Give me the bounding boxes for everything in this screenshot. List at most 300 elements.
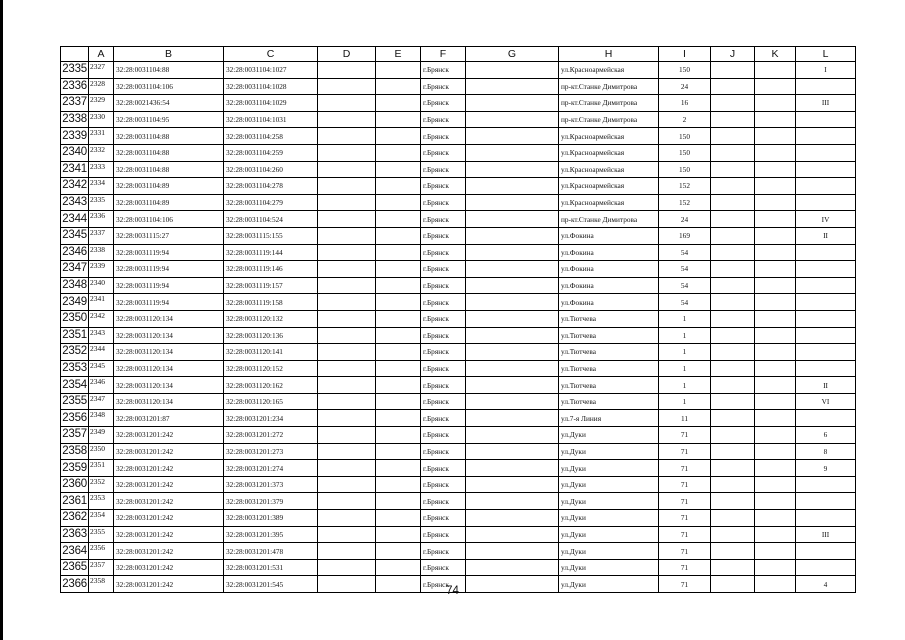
cell-col-l[interactable] (796, 144, 856, 161)
cell-col-b[interactable]: 32:28:0031104:88 (114, 161, 224, 178)
cell-col-j[interactable] (711, 211, 755, 228)
cell-col-l[interactable] (796, 161, 856, 178)
row-number-cell[interactable]: 2345 (61, 227, 89, 244)
cell-col-l[interactable] (796, 310, 856, 327)
cell-col-g[interactable] (466, 460, 559, 477)
cell-col-l[interactable]: 4 (796, 576, 856, 593)
cell-col-a[interactable]: 2357 (89, 559, 114, 576)
cell-col-f[interactable]: г.Брянск (421, 460, 466, 477)
column-header-e[interactable]: E (376, 47, 421, 62)
cell-col-c[interactable]: 32:28:0031104:1029 (224, 95, 318, 112)
cell-col-h[interactable]: пр-кт.Станке Димитрова (559, 211, 659, 228)
cell-col-b[interactable]: 32:28:0031104:95 (114, 111, 224, 128)
cell-col-j[interactable] (711, 427, 755, 444)
corner-header-cell[interactable] (61, 47, 89, 62)
cell-col-k[interactable] (755, 128, 796, 145)
cell-col-a[interactable]: 2327 (89, 62, 114, 79)
row-number-cell[interactable]: 2354 (61, 377, 89, 394)
cell-col-d[interactable] (318, 393, 376, 410)
cell-col-d[interactable] (318, 277, 376, 294)
cell-col-f[interactable]: г.Брянск (421, 294, 466, 311)
cell-col-c[interactable]: 32:28:0031201:273 (224, 443, 318, 460)
cell-col-k[interactable] (755, 360, 796, 377)
cell-col-j[interactable] (711, 227, 755, 244)
cell-col-c[interactable]: 32:28:0031104:524 (224, 211, 318, 228)
cell-col-a[interactable]: 2346 (89, 377, 114, 394)
cell-col-j[interactable] (711, 294, 755, 311)
row-number-cell[interactable]: 2340 (61, 144, 89, 161)
cell-col-j[interactable] (711, 161, 755, 178)
cell-col-g[interactable] (466, 261, 559, 278)
cell-col-a[interactable]: 2358 (89, 576, 114, 593)
cell-col-i[interactable]: 54 (659, 294, 711, 311)
cell-col-f[interactable]: г.Брянск (421, 344, 466, 361)
cell-col-k[interactable] (755, 460, 796, 477)
column-header-f[interactable]: F (421, 47, 466, 62)
cell-col-f[interactable]: г.Брянск (421, 111, 466, 128)
cell-col-e[interactable] (376, 128, 421, 145)
cell-col-l[interactable] (796, 78, 856, 95)
row-number-cell[interactable]: 2348 (61, 277, 89, 294)
cell-col-f[interactable]: г.Брянск (421, 211, 466, 228)
cell-col-b[interactable]: 32:28:0031120:134 (114, 327, 224, 344)
cell-col-d[interactable] (318, 377, 376, 394)
cell-col-l[interactable]: 9 (796, 460, 856, 477)
cell-col-h[interactable]: ул.Красноармейская (559, 194, 659, 211)
cell-col-b[interactable]: 32:28:0031201:87 (114, 410, 224, 427)
cell-col-f[interactable]: г.Брянск (421, 510, 466, 527)
cell-col-h[interactable]: пр-кт.Станке Димитрова (559, 78, 659, 95)
cell-col-e[interactable] (376, 161, 421, 178)
cell-col-b[interactable]: 32:28:0031201:242 (114, 526, 224, 543)
cell-col-i[interactable]: 150 (659, 144, 711, 161)
row-number-cell[interactable]: 2343 (61, 194, 89, 211)
cell-col-f[interactable]: г.Брянск (421, 161, 466, 178)
cell-col-g[interactable] (466, 294, 559, 311)
cell-col-h[interactable]: ул.Тютчева (559, 344, 659, 361)
cell-col-l[interactable]: III (796, 526, 856, 543)
cell-col-g[interactable] (466, 510, 559, 527)
cell-col-f[interactable]: г.Брянск (421, 227, 466, 244)
cell-col-k[interactable] (755, 161, 796, 178)
cell-col-k[interactable] (755, 543, 796, 560)
cell-col-j[interactable] (711, 510, 755, 527)
cell-col-c[interactable]: 32:28:0031120:136 (224, 327, 318, 344)
cell-col-d[interactable] (318, 128, 376, 145)
cell-col-b[interactable]: 32:28:0031104:106 (114, 78, 224, 95)
cell-col-l[interactable] (796, 277, 856, 294)
cell-col-l[interactable]: II (796, 227, 856, 244)
cell-col-k[interactable] (755, 443, 796, 460)
cell-col-i[interactable]: 169 (659, 227, 711, 244)
cell-col-l[interactable]: III (796, 95, 856, 112)
cell-col-i[interactable]: 150 (659, 161, 711, 178)
cell-col-b[interactable]: 32:28:0031120:134 (114, 310, 224, 327)
cell-col-j[interactable] (711, 144, 755, 161)
cell-col-l[interactable] (796, 111, 856, 128)
cell-col-j[interactable] (711, 111, 755, 128)
cell-col-j[interactable] (711, 78, 755, 95)
row-number-cell[interactable]: 2339 (61, 128, 89, 145)
cell-col-a[interactable]: 2349 (89, 427, 114, 444)
cell-col-h[interactable]: ул.Дуки (559, 510, 659, 527)
cell-col-k[interactable] (755, 244, 796, 261)
cell-col-k[interactable] (755, 327, 796, 344)
cell-col-h[interactable]: ул.Красноармейская (559, 178, 659, 195)
column-header-c[interactable]: C (224, 47, 318, 62)
cell-col-i[interactable]: 71 (659, 460, 711, 477)
cell-col-k[interactable] (755, 261, 796, 278)
cell-col-g[interactable] (466, 144, 559, 161)
cell-col-j[interactable] (711, 277, 755, 294)
cell-col-d[interactable] (318, 211, 376, 228)
cell-col-h[interactable]: ул.Фокина (559, 227, 659, 244)
cell-col-g[interactable] (466, 277, 559, 294)
row-number-cell[interactable]: 2364 (61, 543, 89, 560)
cell-col-e[interactable] (376, 261, 421, 278)
column-header-h[interactable]: H (559, 47, 659, 62)
cell-col-d[interactable] (318, 227, 376, 244)
row-number-cell[interactable]: 2355 (61, 393, 89, 410)
cell-col-i[interactable]: 150 (659, 62, 711, 79)
cell-col-i[interactable]: 71 (659, 543, 711, 560)
cell-col-k[interactable] (755, 294, 796, 311)
cell-col-a[interactable]: 2344 (89, 344, 114, 361)
cell-col-i[interactable]: 150 (659, 128, 711, 145)
cell-col-d[interactable] (318, 194, 376, 211)
cell-col-e[interactable] (376, 277, 421, 294)
cell-col-e[interactable] (376, 410, 421, 427)
cell-col-a[interactable]: 2352 (89, 476, 114, 493)
cell-col-k[interactable] (755, 211, 796, 228)
cell-col-c[interactable]: 32:28:0031115:155 (224, 227, 318, 244)
cell-col-e[interactable] (376, 78, 421, 95)
cell-col-i[interactable]: 1 (659, 393, 711, 410)
cell-col-c[interactable]: 32:28:0031201:478 (224, 543, 318, 560)
cell-col-h[interactable]: ул.Дуки (559, 427, 659, 444)
cell-col-h[interactable]: ул.Дуки (559, 476, 659, 493)
cell-col-a[interactable]: 2347 (89, 393, 114, 410)
cell-col-h[interactable]: ул.Красноармейская (559, 62, 659, 79)
cell-col-d[interactable] (318, 410, 376, 427)
cell-col-c[interactable]: 32:28:0031104:258 (224, 128, 318, 145)
cell-col-k[interactable] (755, 393, 796, 410)
cell-col-e[interactable] (376, 377, 421, 394)
row-number-cell[interactable]: 2361 (61, 493, 89, 510)
row-number-cell[interactable]: 2342 (61, 178, 89, 195)
cell-col-k[interactable] (755, 277, 796, 294)
cell-col-f[interactable]: г.Брянск (421, 443, 466, 460)
cell-col-d[interactable] (318, 476, 376, 493)
cell-col-g[interactable] (466, 111, 559, 128)
cell-col-g[interactable] (466, 194, 559, 211)
cell-col-c[interactable]: 32:28:0031104:260 (224, 161, 318, 178)
column-header-l[interactable]: L (796, 47, 856, 62)
cell-col-l[interactable] (796, 360, 856, 377)
cell-col-f[interactable]: г.Брянск (421, 393, 466, 410)
cell-col-j[interactable] (711, 310, 755, 327)
cell-col-l[interactable] (796, 410, 856, 427)
cell-col-f[interactable]: г.Брянск (421, 244, 466, 261)
cell-col-l[interactable]: 6 (796, 427, 856, 444)
cell-col-e[interactable] (376, 327, 421, 344)
row-number-cell[interactable]: 2349 (61, 294, 89, 311)
cell-col-j[interactable] (711, 393, 755, 410)
cell-col-j[interactable] (711, 443, 755, 460)
cell-col-a[interactable]: 2334 (89, 178, 114, 195)
cell-col-h[interactable]: ул.Дуки (559, 526, 659, 543)
cell-col-d[interactable] (318, 261, 376, 278)
cell-col-l[interactable] (796, 493, 856, 510)
cell-col-c[interactable]: 32:28:0031120:162 (224, 377, 318, 394)
cell-col-k[interactable] (755, 62, 796, 79)
cell-col-l[interactable] (796, 327, 856, 344)
cell-col-a[interactable]: 2338 (89, 244, 114, 261)
cell-col-a[interactable]: 2341 (89, 294, 114, 311)
cell-col-e[interactable] (376, 211, 421, 228)
cell-col-g[interactable] (466, 310, 559, 327)
cell-col-e[interactable] (376, 476, 421, 493)
row-number-cell[interactable]: 2337 (61, 95, 89, 112)
cell-col-l[interactable] (796, 261, 856, 278)
cell-col-d[interactable] (318, 344, 376, 361)
cell-col-i[interactable]: 54 (659, 244, 711, 261)
cell-col-b[interactable]: 32:28:0031119:94 (114, 277, 224, 294)
cell-col-i[interactable]: 71 (659, 493, 711, 510)
cell-col-f[interactable]: г.Брянск (421, 559, 466, 576)
cell-col-i[interactable]: 54 (659, 277, 711, 294)
cell-col-c[interactable]: 32:28:0031104:1031 (224, 111, 318, 128)
cell-col-e[interactable] (376, 111, 421, 128)
cell-col-b[interactable]: 32:28:0031119:94 (114, 261, 224, 278)
cell-col-l[interactable] (796, 476, 856, 493)
cell-col-k[interactable] (755, 427, 796, 444)
cell-col-g[interactable] (466, 427, 559, 444)
cell-col-j[interactable] (711, 261, 755, 278)
cell-col-b[interactable]: 32:28:0031104:88 (114, 144, 224, 161)
cell-col-i[interactable]: 71 (659, 476, 711, 493)
cell-col-k[interactable] (755, 559, 796, 576)
row-number-cell[interactable]: 2344 (61, 211, 89, 228)
cell-col-g[interactable] (466, 244, 559, 261)
row-number-cell[interactable]: 2360 (61, 476, 89, 493)
cell-col-e[interactable] (376, 526, 421, 543)
cell-col-b[interactable]: 32:28:0031201:242 (114, 576, 224, 593)
cell-col-g[interactable] (466, 95, 559, 112)
cell-col-i[interactable]: 11 (659, 410, 711, 427)
cell-col-d[interactable] (318, 327, 376, 344)
cell-col-e[interactable] (376, 344, 421, 361)
cell-col-j[interactable] (711, 62, 755, 79)
cell-col-h[interactable]: ул.Тютчева (559, 310, 659, 327)
cell-col-k[interactable] (755, 377, 796, 394)
cell-col-a[interactable]: 2356 (89, 543, 114, 560)
cell-col-g[interactable] (466, 227, 559, 244)
cell-col-e[interactable] (376, 360, 421, 377)
cell-col-f[interactable]: г.Брянск (421, 178, 466, 195)
cell-col-g[interactable] (466, 161, 559, 178)
cell-col-a[interactable]: 2329 (89, 95, 114, 112)
cell-col-g[interactable] (466, 211, 559, 228)
cell-col-c[interactable]: 32:28:0031201:389 (224, 510, 318, 527)
cell-col-b[interactable]: 32:28:0031201:242 (114, 559, 224, 576)
cell-col-i[interactable]: 24 (659, 211, 711, 228)
cell-col-a[interactable]: 2337 (89, 227, 114, 244)
cell-col-b[interactable]: 32:28:0031104:89 (114, 178, 224, 195)
cell-col-g[interactable] (466, 410, 559, 427)
cell-col-e[interactable] (376, 244, 421, 261)
cell-col-l[interactable] (796, 510, 856, 527)
cell-col-g[interactable] (466, 393, 559, 410)
cell-col-b[interactable]: 32:28:0031201:242 (114, 543, 224, 560)
cell-col-g[interactable] (466, 327, 559, 344)
cell-col-e[interactable] (376, 543, 421, 560)
cell-col-f[interactable]: г.Брянск (421, 526, 466, 543)
cell-col-c[interactable]: 32:28:0031201:234 (224, 410, 318, 427)
cell-col-i[interactable]: 1 (659, 360, 711, 377)
cell-col-h[interactable]: ул.Дуки (559, 443, 659, 460)
cell-col-b[interactable]: 32:28:0031201:242 (114, 476, 224, 493)
cell-col-k[interactable] (755, 344, 796, 361)
cell-col-e[interactable] (376, 194, 421, 211)
cell-col-f[interactable]: г.Брянск (421, 144, 466, 161)
cell-col-h[interactable]: ул.Дуки (559, 576, 659, 593)
column-header-j[interactable]: J (711, 47, 755, 62)
cell-col-j[interactable] (711, 460, 755, 477)
cell-col-f[interactable]: г.Брянск (421, 327, 466, 344)
cell-col-h[interactable]: пр-кт.Станке Димитрова (559, 111, 659, 128)
cell-col-a[interactable]: 2343 (89, 327, 114, 344)
cell-col-j[interactable] (711, 476, 755, 493)
cell-col-c[interactable]: 32:28:0031104:278 (224, 178, 318, 195)
cell-col-f[interactable]: г.Брянск (421, 310, 466, 327)
cell-col-e[interactable] (376, 393, 421, 410)
cell-col-e[interactable] (376, 460, 421, 477)
cell-col-f[interactable]: г.Брянск (421, 261, 466, 278)
cell-col-e[interactable] (376, 144, 421, 161)
cell-col-a[interactable]: 2332 (89, 144, 114, 161)
row-number-cell[interactable]: 2357 (61, 427, 89, 444)
cell-col-b[interactable]: 32:28:0031201:242 (114, 493, 224, 510)
cell-col-d[interactable] (318, 62, 376, 79)
cell-col-h[interactable]: ул.Дуки (559, 493, 659, 510)
cell-col-i[interactable]: 1 (659, 344, 711, 361)
cell-col-j[interactable] (711, 559, 755, 576)
cell-col-b[interactable]: 32:28:0031201:242 (114, 427, 224, 444)
cell-col-l[interactable] (796, 559, 856, 576)
cell-col-l[interactable] (796, 194, 856, 211)
cell-col-h[interactable]: ул.Фокина (559, 261, 659, 278)
cell-col-d[interactable] (318, 111, 376, 128)
cell-col-g[interactable] (466, 493, 559, 510)
cell-col-i[interactable]: 152 (659, 194, 711, 211)
cell-col-b[interactable]: 32:28:0031104:88 (114, 128, 224, 145)
cell-col-i[interactable]: 71 (659, 559, 711, 576)
cell-col-b[interactable]: 32:28:0031120:134 (114, 393, 224, 410)
cell-col-h[interactable]: ул.Красноармейская (559, 128, 659, 145)
cell-col-i[interactable]: 1 (659, 310, 711, 327)
cell-col-c[interactable]: 32:28:0031201:395 (224, 526, 318, 543)
cell-col-a[interactable]: 2330 (89, 111, 114, 128)
cell-col-i[interactable]: 16 (659, 95, 711, 112)
cell-col-j[interactable] (711, 128, 755, 145)
cell-col-a[interactable]: 2354 (89, 510, 114, 527)
row-number-cell[interactable]: 2350 (61, 310, 89, 327)
cell-col-k[interactable] (755, 493, 796, 510)
cell-col-a[interactable]: 2336 (89, 211, 114, 228)
cell-col-h[interactable]: ул.Красноармейская (559, 144, 659, 161)
cell-col-j[interactable] (711, 95, 755, 112)
cell-col-b[interactable]: 32:28:0031120:134 (114, 377, 224, 394)
cell-col-e[interactable] (376, 227, 421, 244)
cell-col-d[interactable] (318, 543, 376, 560)
cell-col-k[interactable] (755, 526, 796, 543)
cell-col-a[interactable]: 2340 (89, 277, 114, 294)
row-number-cell[interactable]: 2335 (61, 62, 89, 79)
cell-col-a[interactable]: 2342 (89, 310, 114, 327)
cell-col-g[interactable] (466, 526, 559, 543)
cell-col-f[interactable]: г.Брянск (421, 360, 466, 377)
cell-col-d[interactable] (318, 144, 376, 161)
cell-col-l[interactable] (796, 244, 856, 261)
cell-col-k[interactable] (755, 310, 796, 327)
cell-col-j[interactable] (711, 360, 755, 377)
cell-col-a[interactable]: 2350 (89, 443, 114, 460)
cell-col-c[interactable]: 32:28:0031104:1027 (224, 62, 318, 79)
cell-col-e[interactable] (376, 178, 421, 195)
cell-col-f[interactable]: г.Брянск (421, 95, 466, 112)
cell-col-b[interactable]: 32:28:0031115:27 (114, 227, 224, 244)
row-number-cell[interactable]: 2358 (61, 443, 89, 460)
row-number-cell[interactable]: 2352 (61, 344, 89, 361)
cell-col-l[interactable] (796, 128, 856, 145)
cell-col-k[interactable] (755, 78, 796, 95)
cell-col-k[interactable] (755, 144, 796, 161)
cell-col-d[interactable] (318, 360, 376, 377)
cell-col-e[interactable] (376, 310, 421, 327)
cell-col-d[interactable] (318, 427, 376, 444)
cell-col-d[interactable] (318, 493, 376, 510)
cell-col-i[interactable]: 71 (659, 443, 711, 460)
cell-col-j[interactable] (711, 377, 755, 394)
cell-col-a[interactable]: 2353 (89, 493, 114, 510)
row-number-cell[interactable]: 2336 (61, 78, 89, 95)
cell-col-f[interactable]: г.Брянск (421, 62, 466, 79)
cell-col-b[interactable]: 32:28:0021436:54 (114, 95, 224, 112)
cell-col-d[interactable] (318, 526, 376, 543)
cell-col-l[interactable]: I (796, 62, 856, 79)
cell-col-l[interactable] (796, 344, 856, 361)
cell-col-c[interactable]: 32:28:0031119:144 (224, 244, 318, 261)
cell-col-h[interactable]: ул.Дуки (559, 559, 659, 576)
cell-col-g[interactable] (466, 377, 559, 394)
cell-col-e[interactable] (376, 443, 421, 460)
cell-col-h[interactable]: ул.Тютчева (559, 377, 659, 394)
cell-col-d[interactable] (318, 510, 376, 527)
cell-col-j[interactable] (711, 244, 755, 261)
cell-col-d[interactable] (318, 161, 376, 178)
cell-col-f[interactable]: г.Брянск (421, 277, 466, 294)
cell-col-g[interactable] (466, 78, 559, 95)
cell-col-d[interactable] (318, 460, 376, 477)
row-number-cell[interactable]: 2351 (61, 327, 89, 344)
cell-col-b[interactable]: 32:28:0031119:94 (114, 244, 224, 261)
cell-col-h[interactable]: ул.Тютчева (559, 360, 659, 377)
cell-col-a[interactable]: 2351 (89, 460, 114, 477)
cell-col-a[interactable]: 2328 (89, 78, 114, 95)
cell-col-b[interactable]: 32:28:0031104:88 (114, 62, 224, 79)
cell-col-j[interactable] (711, 543, 755, 560)
